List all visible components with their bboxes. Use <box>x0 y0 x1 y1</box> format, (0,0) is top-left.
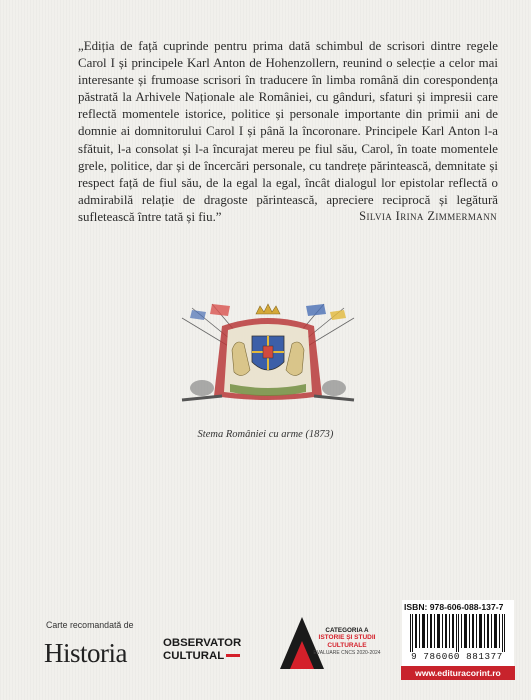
award-title: ISTORIE ȘI STUDII CULTURALE <box>318 634 376 649</box>
back-cover-quote: „Ediția de față cuprinde pentru prima dată schimbul de scrisori dintre regele Carol I și principele Karl Anton de Hohenzollern, reunind o selecție a celor mai interesante și frumoase scrisori în traducere în limba română din corespondența păstrată la Arhivele Naționale ale României, cu gânduri, sfaturi și impresii care reflectă momentele istorice, politice și personale importante din primii ani de domnie ai domnitorului Carol I și până la încoronare. Principele Karl Anton l-a sfătuit, l-a consolat și l-a încurajat mereu pe fiul său, Carol, în toate momentele grele, politice, dar și de încercări personale, cu tandrețe părintească, demnitate și respect față de fiul său, de la egal la egal, încât dialogul lor epistolar reflectă o admirabilă relație de dragoste părintească, apreciere reciprocă și legătură sufletească între tată și fiu.” <box>78 39 498 224</box>
observator-line1: OBSERVATOR <box>163 637 242 649</box>
award-label <box>304 627 390 656</box>
recommended-label: Carte recomandată de <box>46 620 134 630</box>
coat-of-arms-illustration <box>172 300 364 412</box>
isbn-text: ISBN: 978-606-088-137-7 <box>404 602 504 612</box>
barcode-number: 9 786060 881377 <box>411 651 503 662</box>
historia-logo: Historia <box>44 638 127 668</box>
red-bar-decoration <box>226 654 240 657</box>
award-category: CATEGORIA A <box>325 627 369 634</box>
publisher-website-link[interactable]: www.edituracorint.ro <box>401 666 515 680</box>
observator-cultural-logo <box>163 637 241 662</box>
award-evaluation: EVALUARE CNCS 2020-2024 <box>313 650 381 656</box>
quote-author: Silvia Irina Zimmermann <box>359 209 497 223</box>
barcode-icon <box>410 614 506 652</box>
observator-line2: CULTURAL <box>163 649 225 662</box>
illustration-caption: Stema României cu arme (1873) <box>197 429 334 440</box>
